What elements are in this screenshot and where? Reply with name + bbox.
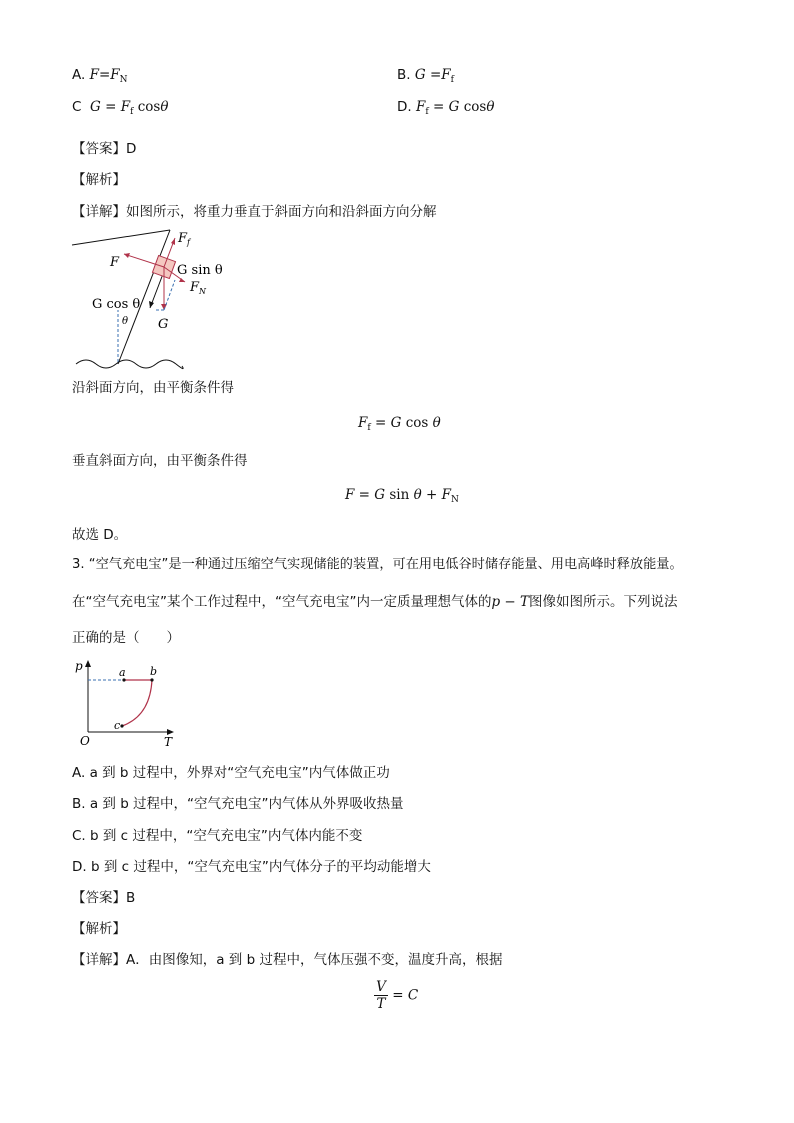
q3-analysis: 【解析】 — [72, 921, 126, 937]
q3-stem-line2: 在“空气充电宝”某个工作过程中，“空气充电宝”内一定质量理想气体的p − T图像如图所示。下列说法 — [72, 594, 678, 610]
origin-label: O — [80, 734, 90, 748]
q2-analysis: 【解析】 — [72, 172, 126, 188]
point-a-label: a — [119, 666, 126, 679]
svg-text:Ff — [177, 231, 192, 247]
option-D: D. $F_f = G$ cosθ — [397, 99, 495, 117]
option-A: A. $F=F_N$ — [72, 67, 128, 85]
equation-VT: $\frac{V}{T}$ = C — [374, 979, 418, 1012]
force-diagram — [70, 224, 240, 372]
q3-detail: 【详解】A．由图像知，a 到 b 过程中，气体压强不变，温度升高，根据 — [72, 952, 503, 968]
q3-stem-line3: 正确的是（ ） — [72, 630, 180, 646]
label-theta: θ — [122, 316, 129, 327]
axis-T-label: T — [164, 735, 173, 749]
q2-answer: 【答案】D — [72, 141, 137, 157]
label-FN: F — [190, 280, 200, 295]
q3-stem-line1: 3. “空气充电宝”是一种通过压缩空气实现储能的装置，可在用电低谷时储存能量、用电高峰时释放能量。 — [72, 557, 683, 572]
label-Ff: F — [178, 231, 188, 246]
q3-option-B: B. a 到 b 过程中，“空气充电宝”内气体从外界吸收热量 — [72, 796, 404, 812]
option-B: B. $G =F_f$ — [397, 67, 454, 85]
q3-answer: 【答案】B — [72, 890, 136, 906]
equation-Ff: $F_f = G$ cos θ — [358, 415, 441, 433]
q3-option-C: C. b 到 c 过程中，“空气充电宝”内气体内能不变 — [72, 828, 363, 844]
svg-text:FN — [189, 280, 207, 296]
q3-option-A: A. a 到 b 过程中，外界对“空气充电宝”内气体做正功 — [72, 765, 390, 781]
label-Gcos: G cos θ — [92, 297, 141, 312]
point-b-label: b — [150, 665, 158, 678]
q2-detail: 【详解】如图所示，将重力垂直于斜面方向和沿斜面方向分解 — [72, 204, 437, 220]
q2-conclusion: 故选 D。 — [72, 527, 128, 543]
axis-p-label: p — [75, 659, 83, 673]
pT-diagram — [72, 658, 184, 750]
label-Gsin: G sin θ — [177, 263, 223, 278]
q3-option-D: D. b 到 c 过程中，“空气充电宝”内气体分子的平均动能增大 — [72, 859, 431, 875]
along-slope-text: 沿斜面方向，由平衡条件得 — [72, 380, 234, 396]
label-F: F — [110, 255, 120, 270]
point-c-label: c — [114, 719, 121, 732]
perp-slope-text: 垂直斜面方向，由平衡条件得 — [72, 453, 248, 469]
label-G: G — [158, 317, 169, 332]
option-C: C $G = F_f$ cosθ — [72, 99, 169, 117]
label-FN-sub: N — [199, 287, 207, 296]
equation-F: F = G $\sin \theta + F_N$ — [345, 487, 459, 505]
label-Ff-sub: f — [187, 238, 190, 247]
